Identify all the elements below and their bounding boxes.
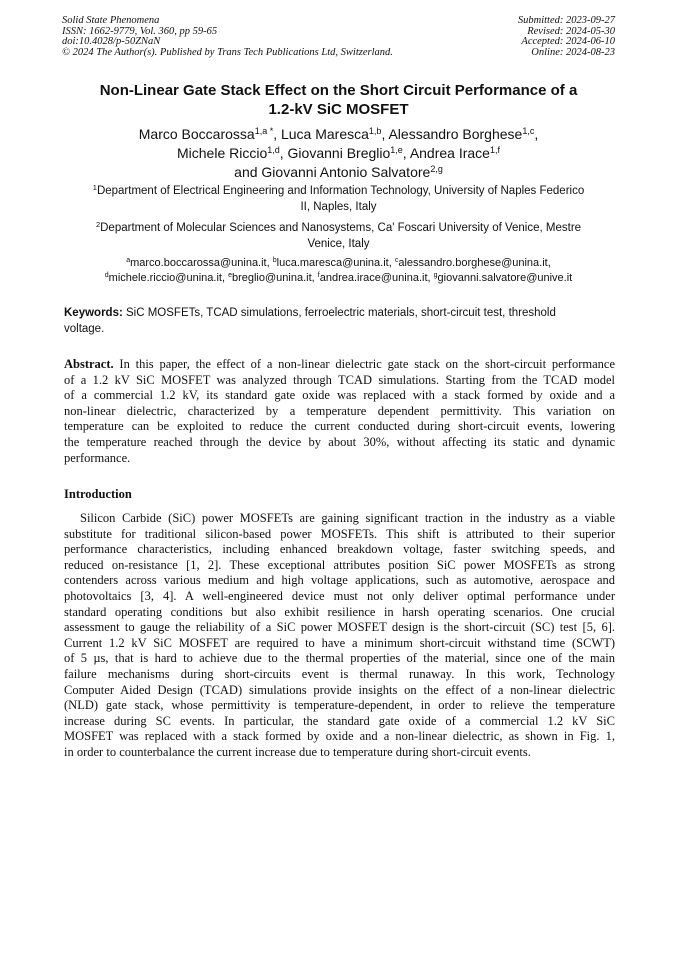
keywords-line-1 (64, 306, 615, 322)
email-link[interactable]: alessandro.borghese@unina.it (398, 257, 548, 269)
abstract-line: of a commercial 1.2 kV, its standard gate oxide was replaced with a stack formed by oxide and a (64, 388, 615, 403)
intro-line: MOSFET was replaced with a stack formed by oxide and a non-linear dielectric, as shown in Fig. 1, (64, 729, 615, 744)
author-list (62, 125, 615, 182)
email-list (62, 256, 615, 286)
email-sup: a (126, 257, 131, 264)
abstract-text: In this paper, the effect of a non-linear dielectric gate stack on the short-circuit performance (119, 357, 615, 371)
author-sup: 1,e (390, 145, 403, 155)
intro-line: Computer Aided Design (TCAD) simulations provide insights on the effect of a non-linear dielectric (64, 682, 615, 697)
email-sup: e (228, 272, 232, 279)
accepted-date: Accepted: 2024-06-10 (521, 36, 615, 48)
section-heading-introduction: Introduction (64, 487, 132, 501)
affiliation-2 (62, 221, 615, 252)
abstract-line: temperature can be exploited to reduce the current conducted during short-circuit events, lowering (64, 419, 615, 434)
author-name: Marco Boccarossa (138, 126, 255, 142)
publication-dates (518, 16, 615, 58)
intro-line: standard operating conditions but also exhibit resilience in harsh operating scenarios. One crucial (64, 604, 615, 619)
author-sup: 2,g (430, 164, 443, 174)
email-line-1: $^a$marco.boccarossa@unina.it, $^b$luca.maresca@unina.it, $^c$alessandro.borghese@unina.it, (126, 257, 551, 269)
journal-info (62, 16, 393, 58)
keywords (64, 306, 615, 337)
abstract-line: performance. (64, 450, 131, 465)
abstract-line (64, 357, 615, 373)
email-link[interactable]: andrea.irace@unina.it (319, 272, 428, 284)
affiliation-1-line-1 (62, 184, 615, 200)
title-line-2: 1.2-kV SiC MOSFET (268, 101, 409, 118)
email-link[interactable]: luca.maresca@unina.it (276, 257, 389, 269)
keywords-label: Keywords: (64, 307, 123, 319)
intro-line: failure mechanisms during short-circuits event is thermal runaway. In this work, Technology (64, 666, 615, 681)
affiliation-text: Department of Electrical Engineering and Information Technology, University of Naples Federico (96, 185, 585, 197)
intro-line: in order to counterbalance the current increase due to temperature during short-circuit events. (64, 744, 531, 759)
intro-line: photovoltaics [3, 4]. A well-engineered device must not only deliver optimal performance under (64, 588, 615, 603)
intro-line: (NLD) gate stack, whose permittivity is temperature-dependent, in order to relieve the temperature (64, 698, 615, 713)
author-sup: 1,a * (254, 126, 274, 136)
author-line-1: Marco Boccarossa$^{1,a *}$, Luca Maresca$^{1,b}$, Alessandro Borghese$^{1,c}$, (138, 126, 539, 142)
intro-line: increase during SC events. In particular, the standard gate oxide of a commercial 1.2 kV SiC (64, 713, 615, 728)
affiliation-1 (62, 184, 615, 215)
intro-line: Current 1.2 kV SiC MOSFET are required to have a minimum short-circuit withstand time (SCWT) (64, 635, 615, 650)
intro-line: reduced on-resistance [1, 2]. These exceptional attributes position SiC power MOSFETs as strong (64, 557, 615, 572)
author-name: Giovanni Breglio (287, 145, 391, 161)
title-line-1: Non-Linear Gate Stack Effect on the Short Circuit Performance of a (99, 82, 578, 99)
abstract-label: Abstract. (64, 357, 114, 371)
affiliation-2-line-2: Venice, Italy (307, 237, 370, 250)
intro-line: Silicon Carbide (SiC) power MOSFETs are gaining significant traction in the industry as a viable (80, 511, 615, 525)
author-name: Alessandro Borghese (388, 126, 523, 142)
author-sup: 1,d (267, 145, 280, 155)
email-link[interactable]: marco.boccarossa@unina.it (130, 257, 267, 269)
affiliation-sup: 1 (92, 183, 97, 192)
submitted-date: Submitted: 2023-09-27 (517, 15, 615, 26)
abstract-line: the temperature reached through the device by about 30%, without affecting its static and dynamic (64, 434, 615, 449)
email-sup: b (272, 257, 277, 264)
email-link[interactable]: breglio@unina.it (231, 272, 312, 284)
intro-line: of 5 µs, that is hard to achieve due to the thermal properties of the material, since one of the main (64, 651, 615, 666)
author-name: Andrea Irace (409, 145, 490, 161)
author-joiner: and (234, 164, 258, 180)
author-line-3 (62, 163, 615, 182)
online-date: Online: 2024-08-23 (531, 46, 615, 58)
email-sup: d (104, 272, 109, 279)
introduction-body (64, 511, 615, 761)
intro-line: performance characteristics, including enhanced breakdown voltage, faster switching speeds, and (64, 542, 615, 557)
email-sup: g (433, 272, 438, 279)
keywords-text: SiC MOSFETs, TCAD simulations, ferroelectric materials, short-circuit test, threshold (126, 307, 556, 319)
revised-date: Revised: 2024-05-30 (527, 25, 615, 37)
intro-line: assessment to gauge the reliability of a SiC power MOSFET design is the short-circuit (SC) test [5, 6]. (64, 620, 615, 635)
doi-line: doi:10.4028/p-50ZNaN (62, 36, 161, 48)
author-sup: 1,c (522, 126, 535, 136)
author-name: Giovanni Antonio Salvatore (261, 164, 431, 180)
email-sup: f (317, 272, 320, 279)
email-line-2: $^d$michele.riccio@unina.it, $^e$breglio@unina.it, $^f$andrea.irace@unina.it, $^g$giovanni.salvatore@unive.it (104, 272, 573, 284)
intro-line: contenders across various medium and high voltage applications, such as automotive, aerospace and (64, 573, 615, 588)
author-line-2: Michele Riccio$^{1,d}$, Giovanni Breglio$^{1,e}$, Andrea Irace$^{1,f}$ (177, 145, 500, 161)
author-name: Michele Riccio (177, 145, 268, 161)
affiliation-text: Department of Molecular Sciences and Nanosystems, Ca' Foscari University of Venice, Mestre (100, 222, 582, 234)
email-link[interactable]: michele.riccio@unina.it (108, 272, 222, 284)
keywords-line-2: voltage. (64, 322, 105, 335)
paper-title (62, 81, 615, 119)
intro-line: substitute for traditional silicon-based power MOSFETs. This shift is attributed to their superior (64, 526, 615, 541)
email-link[interactable]: giovanni.salvatore@unive.it (437, 272, 573, 284)
abstract (64, 357, 615, 466)
author-sup: 1,f (489, 145, 500, 155)
affiliation-sup: 2 (95, 220, 101, 229)
copyright-line: © 2024 The Author(s). Published by Trans Tech Publications Ltd, Switzerland. (62, 46, 393, 58)
author-name: Luca Maresca (280, 126, 369, 142)
author-sup: 1,b (368, 126, 382, 136)
email-sup: c (394, 257, 399, 264)
abstract-line: non-linear dielectric, characterized by a temperature dependent permittivity. This variation on (64, 403, 615, 418)
affiliation-1-line-2: II, Naples, Italy (300, 200, 377, 213)
issn-line: ISSN: 1662-9779, Vol. 360, pp 59-65 (62, 25, 218, 37)
journal-name: Solid State Phenomena (62, 15, 160, 26)
affiliation-2-line-1 (62, 221, 615, 237)
abstract-line: of a 1.2 kV SiC MOSFET was analyzed through TCAD simulations. Starting from the TCAD model (64, 372, 615, 387)
